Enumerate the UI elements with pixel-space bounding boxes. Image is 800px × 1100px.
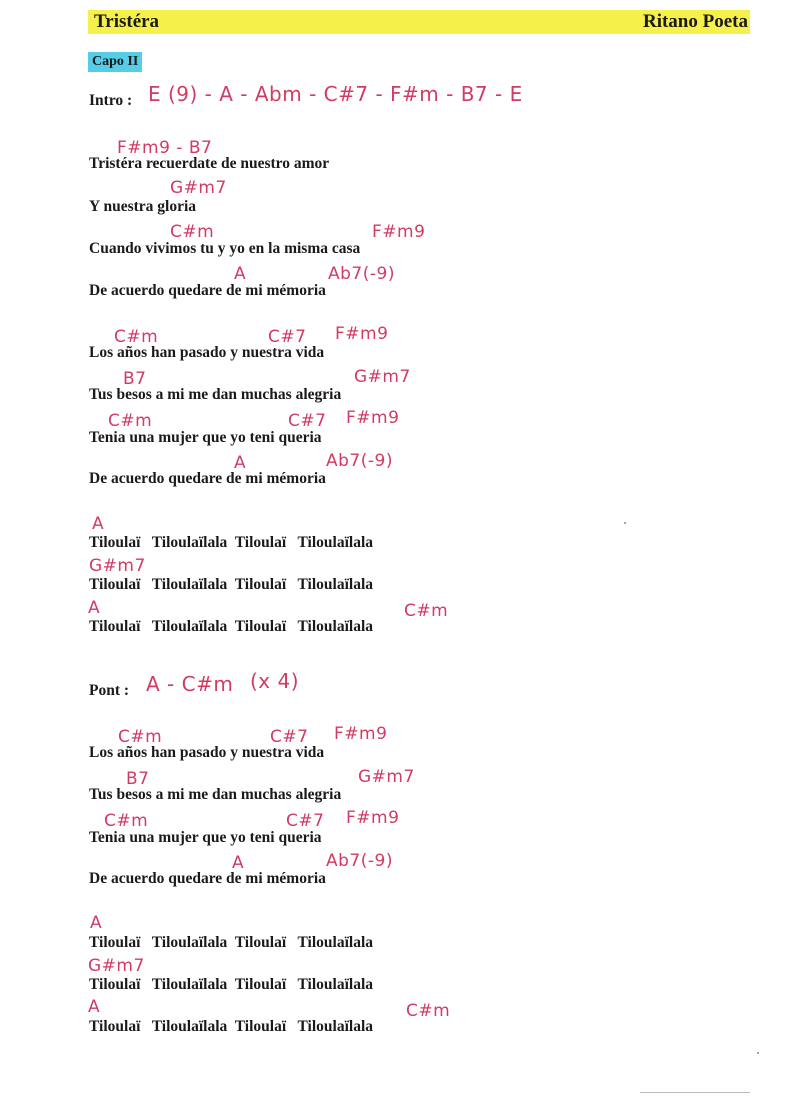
chord: C#7: [268, 327, 307, 347]
chord: G#m7: [170, 178, 227, 198]
song-title: Tristéra: [94, 11, 160, 32]
chord: A: [88, 598, 101, 618]
song-author: Ritano Poeta: [642, 11, 748, 32]
refrain-line: Tiloulaï Tiloulaïlala Tiloulaï Tiloulaïlala: [89, 1018, 374, 1035]
chord: A: [234, 264, 247, 284]
lyric-line: Tus besos a mi me dan muchas alegria: [89, 786, 342, 803]
chord: C#m: [108, 411, 153, 431]
scan-speck: [624, 522, 626, 524]
lyric-line: Tristéra recuerdate de nuestro amor: [89, 155, 330, 172]
scan-speck: [757, 1052, 759, 1054]
chord: C#m: [404, 601, 449, 621]
header-bar: [88, 10, 750, 34]
chord: F#m9: [372, 222, 426, 242]
chord: C#m: [114, 327, 159, 347]
chord: A: [92, 514, 105, 534]
intro-chords: E (9) - A - Abm - C#7 - F#m - B7 - E: [148, 82, 523, 106]
chord: A: [90, 913, 103, 933]
refrain-line: Tiloulaï Tiloulaïlala Tiloulaï Tiloulaïlala: [89, 976, 374, 993]
intro-label: Intro :: [89, 92, 133, 109]
chord: G#m7: [358, 767, 415, 787]
refrain-line: Tiloulaï Tiloulaïlala Tiloulaï Tiloulaïlala: [89, 576, 374, 593]
lyric-line: Tenia una mujer que yo teni queria: [89, 829, 322, 846]
lyric-line: Cuando vivimos tu y yo en la misma casa: [89, 240, 361, 257]
chord: B7: [126, 769, 150, 789]
chord: G#m7: [89, 556, 146, 576]
chord: C#m: [104, 811, 149, 831]
chord: F#m9: [335, 324, 389, 344]
chord: B7: [123, 369, 147, 389]
refrain-line: Tiloulaï Tiloulaïlala Tiloulaï Tiloulaïlala: [89, 618, 374, 635]
chord: C#m: [170, 222, 215, 242]
refrain-line: Tiloulaï Tiloulaïlala Tiloulaï Tiloulaïlala: [89, 534, 374, 551]
chord: C#m: [406, 1001, 451, 1021]
pont-repeat: (x 4): [250, 669, 300, 693]
chord: G#m7: [354, 367, 411, 387]
pont-label: Pont :: [89, 682, 130, 699]
chord: F#m9: [346, 808, 400, 828]
chord: F#m9 - B7: [117, 138, 213, 158]
lyric-line: De acuerdo quedare de mi mémoria: [89, 870, 326, 887]
chord: C#7: [288, 411, 327, 431]
chord: Ab7(-9): [328, 264, 395, 284]
lyric-line: Los años han pasado y nuestra vida: [89, 744, 325, 761]
lyric-line: De acuerdo quedare de mi mémoria: [89, 282, 326, 299]
chord: C#m: [118, 727, 163, 747]
lyric-line: Tus besos a mi me dan muchas alegria: [89, 386, 342, 403]
chord: A: [232, 853, 245, 873]
chord: C#7: [286, 811, 325, 831]
chord: Ab7(-9): [326, 851, 393, 871]
chord: F#m9: [346, 408, 400, 428]
refrain-line: Tiloulaï Tiloulaïlala Tiloulaï Tiloulaïlala: [89, 934, 374, 951]
lyric-line: Y nuestra gloria: [89, 198, 197, 215]
chord: C#7: [270, 727, 309, 747]
chord: G#m7: [88, 956, 145, 976]
chord: A: [88, 997, 101, 1017]
chord: F#m9: [334, 724, 388, 744]
chord: Ab7(-9): [326, 451, 393, 471]
lyric-line: De acuerdo quedare de mi mémoria: [89, 470, 326, 487]
chord: A: [234, 453, 247, 473]
lyric-line: Los años han pasado y nuestra vida: [89, 344, 325, 361]
pont-chords: A - C#m: [146, 672, 234, 696]
lyric-line: Tenia una mujer que yo teni queria: [89, 429, 322, 446]
capo-badge: Capo II: [88, 52, 142, 72]
scan-edge-line: [640, 1092, 750, 1093]
